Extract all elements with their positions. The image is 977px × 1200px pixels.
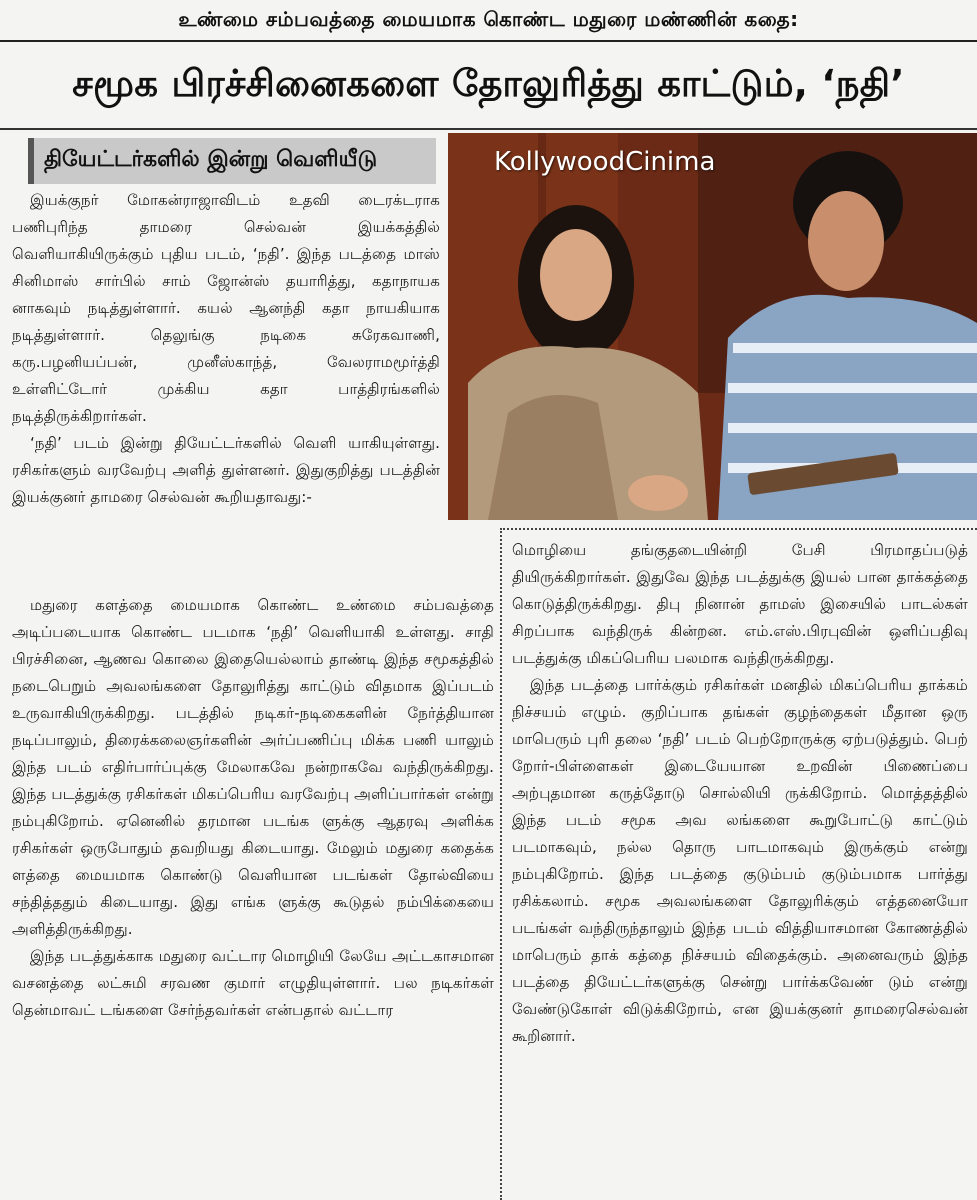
column-divider (500, 528, 502, 1200)
article-column-left (12, 592, 494, 1024)
article-paragraph: இந்த படத்தை பார்க்கும் ரசிகர்கள் மனதில் மிகப்பெரிய தாக்கம் நிச்சயம் எழும். குறிப்பாக தங்கள் குழந்தைகள் மீதான ஒரு மாபெரும் புரி தலை ‘நதி’ படம் பெற்றோருக்கு ஏற்படுத்தும். பெற் றோர்-பிள்ளைகள் இடையேயான உறவின் பிணைப்பை அற்புதமான கருத்தோடு சொல்லியி ருக்கிறோம். மொத்தத்தில் இந்த படம் சமூக அவ லங்களை கூறுபோட்டு காட்டும் படமாகவும், நல்ல தொரு பாடமாகவும் இருக்கும் என்று நம்புகிறோம். இந்த படத்தை குடும்பம் குடும்பமாக பார்த்து ரசிக்கலாம். சமூக அவலங்களை தோலுரிக்கும் எத்தனையோ படங்கள் வந்திருந்தாலும் இந்த படம் வித்தியாசமான கோணத்தில் மாபெரும் தாக் கத்தை நிச்சயம் விதைக்கும். அனைவரும் இந்த படத்தை தியேட்டர்களுக்கு சென்று பார்க்கவேண் டும் என்று வேண்டுகோள் விடுக்கிறோம், என இயக்குனர் தாமரைசெல்வன் கூறினார். (512, 676, 968, 1045)
headline: சமூக பிரச்சினைகளை தோலுரித்து காட்டும், ‘நதி’ (72, 62, 905, 105)
article-paragraph: ‘நதி’ படம் இன்று தியேட்டர்களில் வெளி யாகியுள்ளது. ரசிகர்களும் வரவேற்பு அளித் துள்ளனர். இதுகுறித்து படத்தின் இயக்குனர் தாமரை செல்வன் கூறியதாவது:- (12, 434, 440, 506)
article-paragraph: மொழியை தங்குதடையின்றி பேசி பிரமாதப்படுத் தியிருக்கிறார்கள். இதுவே இந்த படத்துக்கு இயல் பான தாக்கத்தை கொடுத்திருக்கிறது. திபு நினான் தாமஸ் இசையில் பாடல்கள் சிறப்பாக வந்திருக் கின்றன. எம்.எஸ்.பிரபுவின் ஒளிப்பதிவு படத்துக்கு மிகப்பெரிய பலமாக வந்திருக்கிறது. (512, 541, 968, 667)
photo-illustration (448, 133, 977, 520)
article-paragraph: இயக்குநர் மோகன்ராஜாவிடம் உதவி டைரக்டராக பணிபுரிந்த தாமரை செல்வன் இயக்கத்தில் வெளியாகியிருக்கும் புதிய படம், ‘நதி’. இந்த படத்தை மாஸ் சினிமாஸ் சார்பில் சாம் ஜோன்ஸ் தயாரித்து, கதாநாயக னாகவும் நடித்துள்ளார். கயல் ஆனந்தி கதா நாயகியாக நடித்துள்ளார். தெலுங்கு நடிகை சுரேகவாணி, கரு.பழனியப்பன், முனீஸ்காந்த், வேலராமமூர்த்தி உள்ளிட்டோர் முக்கிய கதா பாத்திரங்களில் நடித்திருக்கிறார்கள். (12, 191, 440, 425)
news-photo (448, 133, 977, 520)
watermark: KollywoodCinima (494, 147, 716, 177)
article-column-right (512, 537, 968, 1050)
photo-divider (500, 528, 977, 530)
subheading: தியேட்டர்களில் இன்று வெளியீடு (28, 138, 436, 184)
kicker-line: உண்மை சம்பவத்தை மையமாக கொண்ட மதுரை மண்ணின் கதை: (0, 0, 977, 42)
article-column-left-top (12, 187, 440, 511)
headline-rule (0, 128, 977, 130)
article-paragraph: இந்த படத்துக்காக மதுரை வட்டார மொழியி லேயே அட்டகாசமான வசனத்தை லட்சுமி சரவண குமார் எழுதியுள்ளார். பல நடிகர்கள் தென்மாவட் டங்களை சேர்ந்தவர்கள் என்பதால் வட்டார (12, 947, 494, 1019)
article-paragraph: மதுரை களத்தை மையமாக கொண்ட உண்மை சம்பவத்தை அடிப்படையாக கொண்ட படமாக ‘நதி’ வெளியாகி உள்ளது. சாதி பிரச்சினை, ஆணவ கொலை இதையெல்லாம் தாண்டி இந்த சமூகத்தில் நடைபெறும் அவலங்களை தோலுரித்து காட்டும் விதமாக இப்படம் உருவாகியிருக்கிறது. படத்தில் நடிகர்-நடிகைகளின் நேர்த்தியான நடிப்பாலும், திரைக்கலைஞர்களின் அர்ப்பணிப்பு மிக்க பணி யாலும் இந்த படம் எதிர்பார்ப்புக்கு மேலாகவே நன்றாகவே வந்திருக்கிறது. இந்த படத்துக்கு ரசிகர்கள் மிகப்பெரிய வரவேற்பு அளிப்பார்கள் என்று நம்புகிறோம். ஏனெனில் தரமான படங்க ளுக்கு ஆதரவு அளிக்க ரசிகர்கள் ஒருபோதும் தவறியது கிடையாது. மேலும் மதுரை கதைக்க ளத்தை மையமாக கொண்டு வெளியான படங்கள் தோல்வியை சந்தித்ததும் கிடையாது. இது எங்க ளுக்கு கூடுதல் நம்பிக்கையை அளித்திருக்கிறது. (12, 596, 494, 938)
